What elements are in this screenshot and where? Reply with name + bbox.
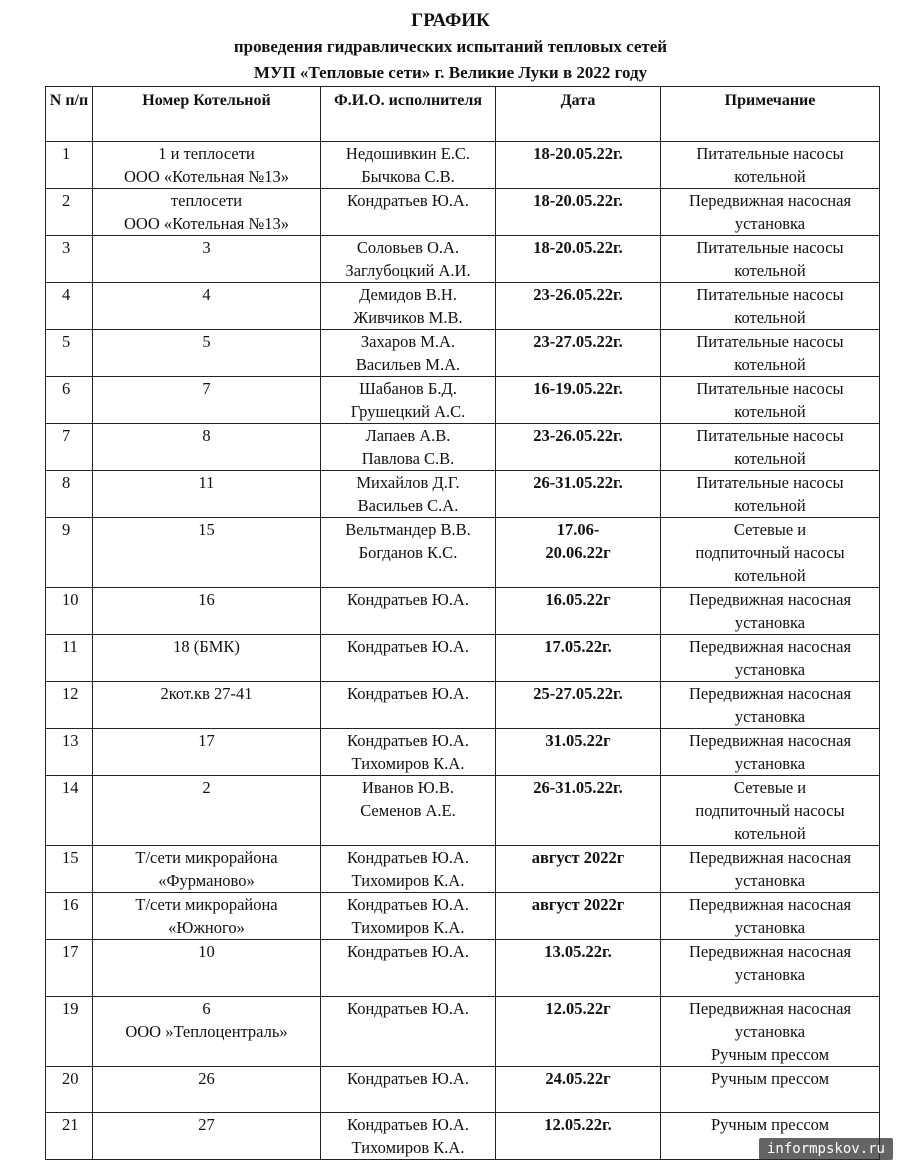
cell-date-line: 12.05.22г bbox=[545, 999, 611, 1018]
cell-boiler-line: ООО «Котельная №13» bbox=[124, 214, 289, 233]
cell-date bbox=[496, 518, 661, 588]
cell-boiler-line: «Южного» bbox=[168, 918, 245, 937]
cell-note-line: Передвижная насосная bbox=[688, 590, 852, 609]
cell-executor-line: Тихомиров К.А. bbox=[351, 871, 465, 890]
cell-executor-line: Кондратьев Ю.А. bbox=[347, 999, 469, 1018]
cell-executor-line: Тихомиров К.А. bbox=[351, 754, 465, 773]
cell-boiler-line: 8 bbox=[202, 426, 211, 445]
cell-executor-line: Кондратьев Ю.А. bbox=[347, 637, 469, 656]
cell-num: 3 bbox=[46, 236, 93, 283]
cell-boiler-line: ООО «Котельная №13» bbox=[124, 167, 289, 186]
cell-date bbox=[496, 471, 661, 518]
cell-note-line: Питательные насосы bbox=[696, 144, 844, 163]
cell-date bbox=[496, 893, 661, 940]
cell-note-line: установка bbox=[734, 1022, 806, 1041]
cell-boiler bbox=[93, 682, 321, 729]
cell-boiler bbox=[93, 940, 321, 997]
table-row bbox=[46, 940, 880, 997]
cell-executor bbox=[321, 518, 496, 588]
cell-note-line: Передвижная насосная bbox=[688, 731, 852, 750]
cell-num: 7 bbox=[46, 424, 93, 471]
cell-num: 9 bbox=[46, 518, 93, 588]
cell-executor bbox=[321, 424, 496, 471]
cell-note-line: подпиточный насосы bbox=[695, 801, 845, 820]
table-row bbox=[46, 518, 880, 588]
cell-note-line: установка bbox=[734, 660, 806, 679]
cell-executor bbox=[321, 189, 496, 236]
cell-executor-line: Кондратьев Ю.А. bbox=[347, 684, 469, 703]
cell-boiler-line: 3 bbox=[202, 238, 211, 257]
cell-boiler-line: 10 bbox=[198, 942, 215, 961]
cell-boiler bbox=[93, 729, 321, 776]
cell-num: 20 bbox=[46, 1067, 93, 1113]
header-boiler: Номер Котельной bbox=[93, 87, 321, 142]
cell-executor-line: Кондратьев Ю.А. bbox=[347, 895, 469, 914]
table-row bbox=[46, 236, 880, 283]
cell-boiler bbox=[93, 1113, 321, 1160]
table-row bbox=[46, 283, 880, 330]
cell-executor bbox=[321, 635, 496, 682]
cell-num: 12 bbox=[46, 682, 93, 729]
cell-boiler bbox=[93, 283, 321, 330]
cell-note-line: Передвижная насосная bbox=[688, 999, 852, 1018]
table-row bbox=[46, 189, 880, 236]
table-row bbox=[46, 1113, 880, 1160]
cell-boiler-line: теплосети bbox=[170, 191, 243, 210]
cell-date bbox=[496, 635, 661, 682]
cell-num: 1 bbox=[46, 142, 93, 189]
cell-num: 14 bbox=[46, 776, 93, 846]
header-executor: Ф.И.О. исполнителя bbox=[321, 87, 496, 142]
cell-date bbox=[496, 729, 661, 776]
cell-executor-line: Соловьев О.А. bbox=[356, 238, 460, 257]
cell-executor-line: Грушецкий А.С. bbox=[350, 402, 466, 421]
cell-note bbox=[661, 377, 880, 424]
cell-date bbox=[496, 236, 661, 283]
cell-num: 5 bbox=[46, 330, 93, 377]
cell-note-line: Сетевые и bbox=[733, 520, 807, 539]
cell-num: 6 bbox=[46, 377, 93, 424]
cell-boiler-line: 15 bbox=[198, 520, 215, 539]
site-watermark: informpskov.ru bbox=[759, 1138, 893, 1160]
cell-boiler-line: ООО »Теплоцентраль» bbox=[125, 1022, 288, 1041]
cell-note bbox=[661, 940, 880, 997]
cell-date-line: 18-20.05.22г. bbox=[533, 144, 623, 163]
cell-boiler-line: 17 bbox=[198, 731, 215, 750]
cell-date-line: август 2022г bbox=[531, 895, 625, 914]
cell-note-line: Питательные насосы bbox=[696, 473, 844, 492]
cell-date bbox=[496, 997, 661, 1067]
cell-num: 19 bbox=[46, 997, 93, 1067]
cell-note-line: Ручным прессом bbox=[710, 1115, 830, 1134]
table-row bbox=[46, 330, 880, 377]
cell-note-line: котельной bbox=[734, 308, 806, 327]
schedule-table bbox=[45, 86, 880, 1160]
table-row bbox=[46, 377, 880, 424]
cell-note-line: установка bbox=[734, 707, 806, 726]
cell-executor bbox=[321, 330, 496, 377]
cell-note bbox=[661, 283, 880, 330]
cell-executor bbox=[321, 776, 496, 846]
cell-note bbox=[661, 236, 880, 283]
cell-boiler-line: 2кот.кв 27-41 bbox=[160, 684, 253, 703]
cell-boiler bbox=[93, 997, 321, 1067]
cell-note-line: установка bbox=[734, 613, 806, 632]
cell-date-line: 31.05.22г bbox=[545, 731, 611, 750]
cell-executor bbox=[321, 729, 496, 776]
cell-note-line: котельной bbox=[734, 566, 806, 585]
title-line-1: ГРАФИК bbox=[411, 10, 490, 31]
cell-date bbox=[496, 1067, 661, 1113]
cell-executor-line: Лапаев А.В. bbox=[365, 426, 451, 445]
cell-boiler bbox=[93, 330, 321, 377]
cell-note-line: подпиточный насосы bbox=[695, 543, 845, 562]
cell-executor bbox=[321, 142, 496, 189]
cell-executor-line: Тихомиров К.А. bbox=[351, 918, 465, 937]
cell-executor-line: Васильев М.А. bbox=[355, 355, 461, 374]
cell-date bbox=[496, 377, 661, 424]
cell-note-line: установка bbox=[734, 918, 806, 937]
cell-date bbox=[496, 142, 661, 189]
cell-date-line: август 2022г bbox=[531, 848, 625, 867]
cell-executor-line: Семенов А.Е. bbox=[360, 801, 456, 820]
cell-note bbox=[661, 142, 880, 189]
cell-boiler bbox=[93, 377, 321, 424]
cell-date bbox=[496, 424, 661, 471]
header-num: N п/п bbox=[46, 87, 93, 142]
table-row bbox=[46, 682, 880, 729]
table-row bbox=[46, 776, 880, 846]
cell-note-line: Передвижная насосная bbox=[688, 191, 852, 210]
cell-executor-line: Богданов К.С. bbox=[358, 543, 458, 562]
cell-boiler bbox=[93, 236, 321, 283]
cell-executor bbox=[321, 1067, 496, 1113]
cell-boiler-line: 2 bbox=[202, 778, 211, 797]
cell-note bbox=[661, 1067, 880, 1113]
cell-executor-line: Демидов В.Н. bbox=[359, 285, 457, 304]
cell-note bbox=[661, 776, 880, 846]
cell-num: 2 bbox=[46, 189, 93, 236]
cell-date-line: 23-27.05.22г. bbox=[533, 332, 623, 351]
cell-date-line: 25-27.05.22г. bbox=[533, 684, 623, 703]
cell-boiler-line: 7 bbox=[202, 379, 211, 398]
cell-num: 8 bbox=[46, 471, 93, 518]
table-row bbox=[46, 1067, 880, 1113]
cell-boiler-line: 18 (БМК) bbox=[173, 637, 240, 656]
table-row bbox=[46, 893, 880, 940]
cell-executor bbox=[321, 940, 496, 997]
cell-boiler-line: 11 bbox=[198, 473, 215, 492]
cell-date bbox=[496, 189, 661, 236]
title-line-2: проведения гидравлических испытаний тепловых сетей bbox=[233, 37, 668, 56]
cell-boiler bbox=[93, 846, 321, 893]
cell-executor-line: Живчиков М.В. bbox=[353, 308, 463, 327]
cell-num: 4 bbox=[46, 283, 93, 330]
cell-boiler-line: 5 bbox=[202, 332, 211, 351]
cell-boiler bbox=[93, 189, 321, 236]
cell-note bbox=[661, 424, 880, 471]
cell-boiler bbox=[93, 471, 321, 518]
cell-note bbox=[661, 588, 880, 635]
cell-note-line: котельной bbox=[734, 496, 806, 515]
cell-executor bbox=[321, 377, 496, 424]
cell-date-line: 16.05.22г bbox=[545, 590, 611, 609]
cell-executor-line: Кондратьев Ю.А. bbox=[347, 1069, 469, 1088]
cell-boiler bbox=[93, 1067, 321, 1113]
cell-note-line: установка bbox=[734, 871, 806, 890]
cell-date-line: 26-31.05.22г. bbox=[533, 473, 623, 492]
cell-note bbox=[661, 729, 880, 776]
cell-executor-line: Недошивкин Е.С. bbox=[345, 144, 471, 163]
cell-executor-line: Кондратьев Ю.А. bbox=[347, 942, 469, 961]
cell-date bbox=[496, 846, 661, 893]
cell-boiler bbox=[93, 424, 321, 471]
cell-date bbox=[496, 682, 661, 729]
document-title bbox=[0, 8, 901, 86]
cell-note-line: Сетевые и bbox=[733, 778, 807, 797]
cell-note-line: Ручным прессом bbox=[710, 1045, 830, 1064]
cell-executor-line: Кондратьев Ю.А. bbox=[347, 590, 469, 609]
cell-executor bbox=[321, 997, 496, 1067]
cell-executor-line: Захаров М.А. bbox=[360, 332, 456, 351]
cell-date-line: 13.05.22г. bbox=[544, 942, 612, 961]
cell-note-line: котельной bbox=[734, 402, 806, 421]
cell-note bbox=[661, 518, 880, 588]
cell-note-line: Передвижная насосная bbox=[688, 637, 852, 656]
cell-executor bbox=[321, 236, 496, 283]
cell-executor-line: Тихомиров К.А. bbox=[351, 1138, 465, 1157]
cell-executor-line: Бычкова С.В. bbox=[361, 167, 455, 186]
cell-note-line: Питательные насосы bbox=[696, 379, 844, 398]
header-date: Дата bbox=[496, 87, 661, 142]
cell-executor bbox=[321, 471, 496, 518]
cell-note bbox=[661, 997, 880, 1067]
cell-note-line: установка bbox=[734, 754, 806, 773]
cell-boiler-line: 26 bbox=[198, 1069, 215, 1088]
cell-executor-line: Заглубоцкий А.И. bbox=[345, 261, 471, 280]
cell-date-line: 18-20.05.22г. bbox=[533, 238, 623, 257]
cell-date bbox=[496, 776, 661, 846]
cell-note bbox=[661, 846, 880, 893]
cell-date-line: 23-26.05.22г. bbox=[533, 426, 623, 445]
cell-date-line: 24.05.22г bbox=[545, 1069, 611, 1088]
cell-executor-line: Васильев С.А. bbox=[357, 496, 459, 515]
table-header-row bbox=[46, 87, 880, 142]
cell-executor-line: Кондратьев Ю.А. bbox=[347, 848, 469, 867]
cell-num: 13 bbox=[46, 729, 93, 776]
table-row bbox=[46, 729, 880, 776]
cell-note-line: Питательные насосы bbox=[696, 285, 844, 304]
cell-date-line: 16-19.05.22г. bbox=[533, 379, 623, 398]
cell-note-line: котельной bbox=[734, 355, 806, 374]
cell-date-line: 12.05.22г. bbox=[544, 1115, 612, 1134]
table-row bbox=[46, 635, 880, 682]
cell-note bbox=[661, 893, 880, 940]
cell-note bbox=[661, 471, 880, 518]
cell-date bbox=[496, 588, 661, 635]
cell-note-line: Питательные насосы bbox=[696, 332, 844, 351]
cell-note-line: Передвижная насосная bbox=[688, 942, 852, 961]
table-row bbox=[46, 846, 880, 893]
cell-date bbox=[496, 940, 661, 997]
cell-num: 10 bbox=[46, 588, 93, 635]
cell-executor-line: Кондратьев Ю.А. bbox=[347, 191, 469, 210]
cell-boiler-line: 6 bbox=[202, 999, 211, 1018]
cell-date-line: 18-20.05.22г. bbox=[533, 191, 623, 210]
cell-executor bbox=[321, 1113, 496, 1160]
cell-boiler bbox=[93, 635, 321, 682]
cell-executor-line: Кондратьев Ю.А. bbox=[347, 1115, 469, 1134]
cell-note-line: Питательные насосы bbox=[696, 426, 844, 445]
cell-boiler-line: 4 bbox=[202, 285, 211, 304]
cell-executor-line: Вельтмандер В.В. bbox=[345, 520, 471, 539]
cell-executor-line: Михайлов Д.Г. bbox=[356, 473, 460, 492]
cell-num: 16 bbox=[46, 893, 93, 940]
cell-boiler-line: 1 и теплосети bbox=[158, 144, 255, 163]
cell-boiler bbox=[93, 893, 321, 940]
cell-boiler bbox=[93, 142, 321, 189]
title-line-3: МУП «Тепловые сети» г. Великие Луки в 2022 году bbox=[253, 63, 648, 82]
table-row bbox=[46, 471, 880, 518]
cell-executor-line: Иванов Ю.В. bbox=[361, 778, 455, 797]
cell-note-line: Питательные насосы bbox=[696, 238, 844, 257]
cell-date bbox=[496, 330, 661, 377]
cell-boiler bbox=[93, 776, 321, 846]
cell-boiler bbox=[93, 588, 321, 635]
cell-note-line: котельной bbox=[734, 261, 806, 280]
cell-executor-line: Шабанов Б.Д. bbox=[359, 379, 457, 398]
table-row bbox=[46, 997, 880, 1067]
cell-note-line: установка bbox=[734, 214, 806, 233]
cell-note-line: котельной bbox=[734, 167, 806, 186]
cell-note bbox=[661, 189, 880, 236]
cell-num: 17 bbox=[46, 940, 93, 997]
cell-note-line: установка bbox=[734, 965, 806, 984]
cell-note bbox=[661, 635, 880, 682]
cell-date-line: 17.05.22г. bbox=[544, 637, 612, 656]
cell-date-line: 23-26.05.22г. bbox=[533, 285, 623, 304]
cell-executor bbox=[321, 588, 496, 635]
cell-boiler-line: Т/сети микрорайона bbox=[135, 895, 278, 914]
cell-executor bbox=[321, 846, 496, 893]
cell-note-line: Ручным прессом bbox=[710, 1069, 830, 1088]
table-row bbox=[46, 424, 880, 471]
cell-note-line: Передвижная насосная bbox=[688, 895, 852, 914]
cell-executor bbox=[321, 893, 496, 940]
cell-executor-line: Павлова С.В. bbox=[361, 449, 455, 468]
cell-date bbox=[496, 1113, 661, 1160]
cell-boiler-line: 16 bbox=[198, 590, 215, 609]
cell-boiler bbox=[93, 518, 321, 588]
cell-num: 15 bbox=[46, 846, 93, 893]
cell-note-line: Передвижная насосная bbox=[688, 848, 852, 867]
header-note: Примечание bbox=[661, 87, 880, 142]
cell-date-line: 26-31.05.22г. bbox=[533, 778, 623, 797]
cell-boiler-line: Т/сети микрорайона bbox=[135, 848, 278, 867]
cell-boiler-line: «Фурманово» bbox=[158, 871, 255, 890]
cell-date bbox=[496, 283, 661, 330]
cell-num: 21 bbox=[46, 1113, 93, 1160]
cell-note bbox=[661, 330, 880, 377]
cell-note-line: котельной bbox=[734, 824, 806, 843]
cell-date-line: 20.06.22г bbox=[545, 543, 611, 562]
cell-note bbox=[661, 682, 880, 729]
cell-num: 11 bbox=[46, 635, 93, 682]
cell-date-line: 17.06- bbox=[556, 520, 600, 539]
table-row bbox=[46, 142, 880, 189]
cell-executor bbox=[321, 682, 496, 729]
cell-executor-line: Кондратьев Ю.А. bbox=[347, 731, 469, 750]
cell-note-line: Передвижная насосная bbox=[688, 684, 852, 703]
cell-boiler-line: 27 bbox=[198, 1115, 215, 1134]
cell-executor bbox=[321, 283, 496, 330]
cell-note-line: котельной bbox=[734, 449, 806, 468]
table-row bbox=[46, 588, 880, 635]
